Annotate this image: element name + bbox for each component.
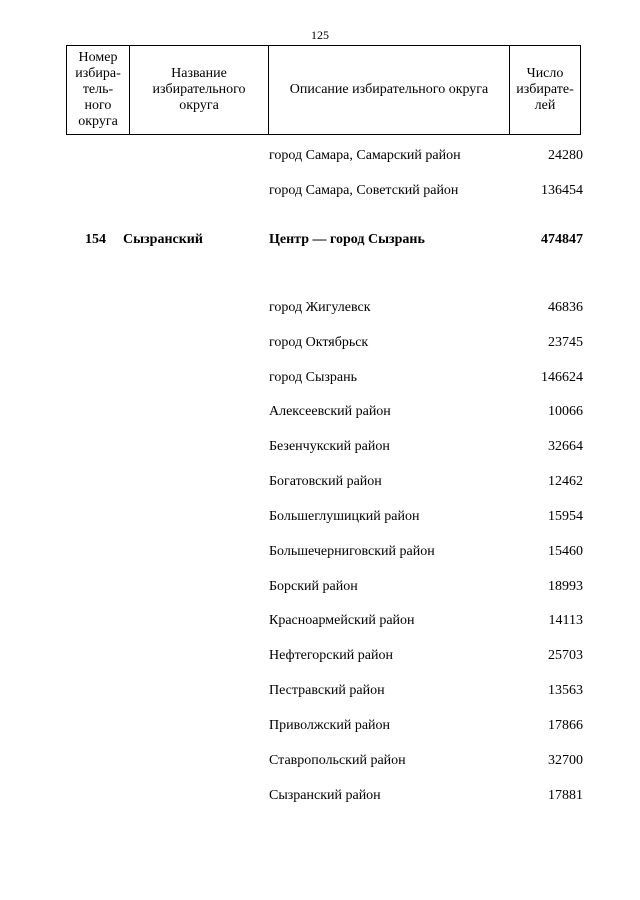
- district-description-cell: Приволжский район: [269, 718, 391, 733]
- header-voter-count: [510, 46, 581, 135]
- table-row: [0, 646, 640, 666]
- header-line: Номер: [78, 50, 118, 65]
- table-row: [0, 542, 640, 562]
- district-description-cell: Богатовский район: [269, 474, 382, 489]
- district-description-cell: город Сызрань: [269, 370, 357, 385]
- header-line: округа: [179, 98, 219, 113]
- district-description-cell: Алексеевский район: [269, 404, 391, 419]
- district-description-cell: Сызранский район: [269, 788, 381, 803]
- district-description-cell: Красноармейский район: [269, 613, 415, 628]
- table-row: [0, 472, 640, 492]
- district-description-cell: Центр — город Сызрань: [269, 232, 425, 247]
- header-district-name: [130, 46, 269, 135]
- district-description-cell: город Самара, Советский район: [269, 183, 459, 198]
- district-description-cell: Безенчукский район: [269, 439, 390, 454]
- voter-count-cell: 17866: [548, 718, 583, 733]
- voter-count-cell: 18993: [548, 579, 583, 594]
- district-name-cell: Сызранский: [123, 232, 203, 247]
- header-line: Число: [526, 66, 564, 81]
- district-description-cell: город Жигулевск: [269, 300, 371, 315]
- voter-count-cell: 46836: [548, 300, 583, 315]
- voter-count-cell: 15460: [548, 544, 583, 559]
- table-row: [0, 230, 640, 250]
- district-description-cell: Борский район: [269, 579, 358, 594]
- table-header: [66, 45, 581, 135]
- table-row: [0, 437, 640, 457]
- voter-count-cell: 24280: [548, 148, 583, 163]
- header-line: Описание избирательного округа: [289, 82, 489, 97]
- header-line: лей: [534, 98, 556, 113]
- district-description-cell: Большеглушицкий район: [269, 509, 420, 524]
- table-row: [0, 368, 640, 388]
- table-row: [0, 298, 640, 318]
- voter-count-cell: 23745: [548, 335, 583, 350]
- table-row: [0, 333, 640, 353]
- voter-count-cell: 146624: [541, 370, 583, 385]
- voter-count-cell: 32664: [548, 439, 583, 454]
- table-row: [0, 402, 640, 422]
- voter-count-cell: 136454: [541, 183, 583, 198]
- district-description-cell: Нефтегорский район: [269, 648, 393, 663]
- header-district-description: [269, 46, 510, 135]
- table-row: [0, 507, 640, 527]
- voter-count-cell: 474847: [541, 232, 583, 247]
- district-description-cell: город Самара, Самарский район: [269, 148, 461, 163]
- table-row: [0, 181, 640, 201]
- voter-count-cell: 32700: [548, 753, 583, 768]
- district-description-cell: город Октябрьск: [269, 335, 369, 350]
- header-district-number: [67, 46, 130, 135]
- voter-count-cell: 14113: [548, 613, 583, 628]
- voter-count-cell: 13563: [548, 683, 583, 698]
- table-row: [0, 146, 640, 166]
- header-line: округа: [78, 114, 118, 129]
- table-row: [0, 577, 640, 597]
- table-row: [0, 681, 640, 701]
- header-line: избирательного: [152, 82, 246, 97]
- voter-count-cell: 17881: [548, 788, 583, 803]
- table-row: [0, 786, 640, 806]
- table-row: [0, 716, 640, 736]
- voter-count-cell: 12462: [548, 474, 583, 489]
- voter-count-cell: 10066: [548, 404, 583, 419]
- header-line: избирате-: [516, 82, 574, 97]
- district-description-cell: Большечерниговский район: [269, 544, 435, 559]
- header-line: избира-: [75, 66, 121, 81]
- district-number-cell: 154: [85, 232, 106, 247]
- voter-count-cell: 15954: [548, 509, 583, 524]
- header-line: ного: [84, 98, 112, 113]
- district-description-cell: Пестравский район: [269, 683, 385, 698]
- district-description-cell: Ставропольский район: [269, 753, 406, 768]
- table-row: [0, 611, 640, 631]
- table-row: [0, 751, 640, 771]
- voter-count-cell: 25703: [548, 648, 583, 663]
- page-number: 125: [311, 28, 329, 42]
- header-line: тель-: [82, 82, 114, 97]
- header-line: Название: [171, 66, 227, 81]
